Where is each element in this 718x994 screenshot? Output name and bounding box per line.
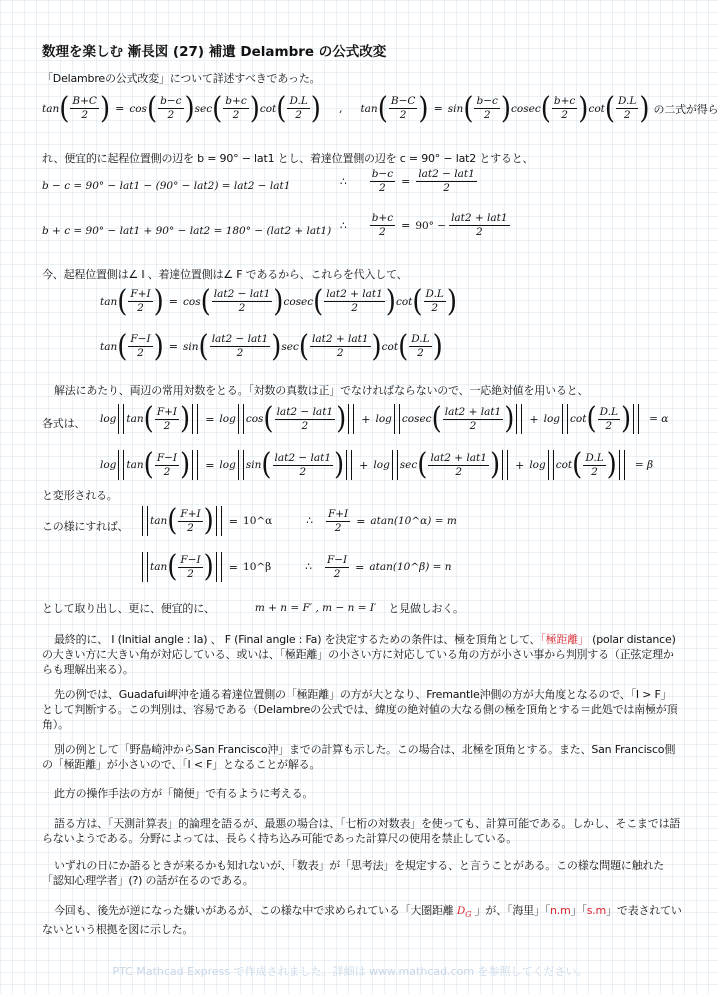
each-label: 各式は、 xyxy=(42,417,86,430)
ten-alpha: 10^α xyxy=(243,515,273,527)
angles-text: 今、起程位置側は∠ I 、着達位置側は∠ F であるから、これらを代入して、 xyxy=(42,268,408,281)
frac-num: b−c xyxy=(371,168,394,180)
cos-label: cos xyxy=(129,102,147,115)
ninety-minus: 90° − xyxy=(415,219,447,232)
cot-label: cot xyxy=(395,295,413,308)
frac-den: 2 xyxy=(351,302,358,314)
frac-num: F+I xyxy=(180,507,201,520)
extract-text: として取り出し、更に、便宜的に、 xyxy=(42,602,215,615)
frac-den: 2 xyxy=(187,521,194,534)
log-label: log xyxy=(219,459,236,471)
frac-num: b+c xyxy=(371,212,394,224)
frac-den: 2 xyxy=(399,109,407,121)
nm-unit: n.m xyxy=(550,904,571,917)
frac-den: 2 xyxy=(483,109,491,121)
frac-den: 2 xyxy=(333,567,341,580)
tan-label: tan xyxy=(100,295,118,308)
sin-label: sin xyxy=(245,459,262,471)
formula-tail: の二式が得ら xyxy=(653,102,718,116)
last-part2: 」が、「海里」「 xyxy=(471,904,551,917)
frac-num: lat2 − lat1 xyxy=(213,288,271,300)
frac-num: D.L xyxy=(425,288,444,300)
mn-definition: m + n = F′ , m − n = I′ xyxy=(254,602,377,614)
final-part2: (polar distance) の大きい方に大きい角が対応している、或いは、「極距離」の小さい方に対応している角の方が小さい事から判別する（正弦定理からも理解出来る）。 xyxy=(42,633,676,676)
frac-num: lat2 + lat1 xyxy=(451,212,508,224)
final-paragraph xyxy=(42,632,682,677)
frac-den: 2 xyxy=(295,109,302,121)
sec-label: sec xyxy=(194,102,213,115)
cosec-label: cosec xyxy=(511,102,541,115)
eq-tan-f-plus-i: tan ( $\frac{F+I}{2}$ ) = cos ( $\frac{\text{lat2 − lat1}}{2}$ ) cosec ( $\frac{\text{lat2 + lat1}}{2}$ ) cot ( $\frac{D.L}{2}$ ) xyxy=(100,284,458,319)
frac-num: D.L xyxy=(618,95,637,107)
frac-num: b−c xyxy=(476,95,498,107)
therefore-sign: ∴ xyxy=(305,561,312,573)
cos-label: cos xyxy=(183,295,201,308)
eq-atan-alpha: tan ( $\frac{F+I}{2}$ ) = 10^α ∴ $\frac{F+I}{2}$ = atan(10^α) = m xyxy=(140,506,457,536)
frac-den: 2 xyxy=(163,419,171,432)
log-label: log xyxy=(529,459,546,471)
frac-num: F−I xyxy=(326,553,348,566)
frac-den: 2 xyxy=(455,465,463,478)
cos-label: cos xyxy=(245,413,264,425)
log-text: 解法にあたり、両辺の常用対数をとる。「対数の真数は正」でなければならないので、一応絶対値を用いると、 xyxy=(54,384,589,397)
sec-label: sec xyxy=(399,459,418,471)
frac-den: 2 xyxy=(469,419,477,432)
sec-label: sec xyxy=(281,340,299,353)
frac-num: lat2 − lat1 xyxy=(211,333,269,345)
frac-num: lat2 − lat1 xyxy=(276,405,334,418)
eq-b-plus-c: b + c = 90° − lat1 + 90° − lat2 = 180° − (lat2 + lat1) xyxy=(42,225,332,237)
frac-den: 2 xyxy=(591,465,598,478)
eq-b-plus-c-result: ∴ $\frac{b+c}{2}$ = 90° − $\frac{\text{lat2 + lat1}}{2}$ xyxy=(340,212,508,238)
frac-num: B+C xyxy=(72,95,97,107)
frac-num: F−I xyxy=(180,553,201,566)
eq-atan-beta: tan ( $\frac{F-I}{2}$ ) = 10^β ∴ $\frac{F-I}{2}$ = atan(10^β) = n xyxy=(140,552,452,582)
frac-num: F−I xyxy=(156,451,178,464)
frac-den: 2 xyxy=(334,521,342,534)
therefore-sign: ∴ xyxy=(306,515,313,527)
frac-den: 2 xyxy=(299,465,307,478)
frac-num: D.L xyxy=(599,405,618,418)
log-label: log xyxy=(219,413,236,425)
therefore-sign: ∴ xyxy=(340,219,347,232)
frac-num: D.L xyxy=(411,333,430,345)
frac-den: 2 xyxy=(236,347,244,359)
frac-den: 2 xyxy=(561,109,568,121)
frac-num: b−c xyxy=(160,95,182,107)
frac-den: 2 xyxy=(137,302,144,314)
frac-num: B−C xyxy=(390,95,416,107)
intro-text: 「Delambreの公式改変」について詳述すべきであった。 xyxy=(42,72,321,85)
example2-paragraph: 別の例として「野島崎沖からSan Francisco沖」までの計算も示した。この場合は、北極を頂角とする。また、San Francisco側の「極距離」が小さいので、「I < F」となることが解る。 xyxy=(42,743,676,771)
substitution-text: れ、便宜的に起程位置側の辺を b = 90° − lat1 とし、着達位置側の辺を c = 90° − lat2 とすると、 xyxy=(42,152,534,165)
cot-label: cot xyxy=(259,102,277,115)
frac-num: lat2 + lat1 xyxy=(430,451,487,464)
frac-den: 2 xyxy=(301,419,309,432)
cot-label: cot xyxy=(555,459,573,471)
frac-num: lat2 + lat1 xyxy=(312,333,369,345)
log-label: log xyxy=(375,413,392,425)
frac-den: 2 xyxy=(431,302,439,314)
frac-den: 2 xyxy=(336,347,344,359)
frac-den: 2 xyxy=(379,182,386,194)
frac-den: 2 xyxy=(623,109,631,121)
tan-label: tan xyxy=(100,340,118,353)
alpha-result: = α xyxy=(649,413,669,425)
comma: , xyxy=(338,102,343,115)
frac-num: lat2 + lat1 xyxy=(444,405,502,418)
ten-beta: 10^β xyxy=(243,561,272,573)
cosec-label: cosec xyxy=(401,413,432,425)
frac-num: F+I xyxy=(327,507,349,520)
cot-label: cot xyxy=(381,340,399,353)
frac-den: 2 xyxy=(379,226,386,238)
polar-distance-highlight: 「極距離」 xyxy=(540,633,589,646)
sm-unit: s.m xyxy=(586,904,607,917)
final-part1: 最終的に、 I (Initial angle : Ia) 、 F (Final angle : Fa) を決定するための条件は、極を頂角として、 xyxy=(54,633,541,646)
frac-den: 2 xyxy=(163,465,171,478)
frac-den: 2 xyxy=(605,419,613,432)
last-paragraph xyxy=(42,903,682,937)
transformed-text: と変形される。 xyxy=(42,489,118,502)
tan-label: tan xyxy=(42,102,60,115)
frac-den: 2 xyxy=(417,347,424,359)
frac-den: 2 xyxy=(187,567,194,580)
frac-den: 2 xyxy=(443,182,450,194)
log-label: log xyxy=(373,459,390,471)
log-label: log xyxy=(100,413,117,425)
last-part3: 」「 xyxy=(570,904,587,917)
last-part1: 今回も、後先が逆になった嫌いがあるが、この様な中で求められている「大圏距離 xyxy=(54,904,457,917)
cognitive-paragraph: いずれの日にか語るときが来るかも知れないが、「数表」が「思考法」を規定する、と言うことがある。この様な問題に触れた「認知心理学者」(?) の話が在るのである。 xyxy=(42,859,665,887)
frac-num: lat2 − lat1 xyxy=(418,168,475,180)
delambre-formula-1: tan ( $\frac{B+C}{2}$ ) = cos ( $\frac{b-c}{2}$ ) sec ( $\frac{b+c}{2}$ ) cot ( $\frac{D.L}{2}$ ) , tan ( $\frac{B-C}{2}$ ) = sin ( $\frac{b-c}{2}$ ) cosec ( $\frac{b+c}{2}$ ) cot ( $\frac{D.L}{2}$ ) の二式が得ら xyxy=(42,91,718,126)
frac-den: 2 xyxy=(232,109,240,121)
log-label: log xyxy=(100,459,117,471)
frac-den: 2 xyxy=(167,109,175,121)
frac-num: lat2 − lat1 xyxy=(274,451,332,464)
frac-num: F+I xyxy=(156,405,178,418)
last-part4: 」で表されていないという根拠を図に示した。 xyxy=(42,904,682,937)
eq-b-minus-c: b − c = 90° − lat1 − (90° − lat2) = lat2 − lat1 xyxy=(42,180,291,192)
this-label: この様にすれば、 xyxy=(42,520,129,533)
cosec-label: cosec xyxy=(283,295,314,308)
example1-paragraph: 先の例では、Guadafui岬沖を通る着達位置側の「極距離」の方が大となり、Fremantle沖側の方が大角度となるので、「I > F」として判断する。この判別は、容易である（Delambreの公式では、緯度の絶対値の大なる側の極を頂角とする＝此処では南極が頂角）。 xyxy=(42,688,678,731)
log-label: log xyxy=(543,413,561,425)
extract-line xyxy=(42,600,464,616)
frac-num: lat2 + lat1 xyxy=(326,288,383,300)
frac-num: D.L xyxy=(585,451,604,464)
method-paragraph: 此方の操作手法の方が「簡便」で有るように考える。 xyxy=(54,787,314,800)
sin-label: sin xyxy=(183,340,199,353)
frac-den: 2 xyxy=(238,302,246,314)
mathcad-footer: PTC Mathcad Express で作成されました。詳細は www.mathcad.com を参照してください。 xyxy=(112,965,588,978)
tan-label: tan xyxy=(126,459,144,471)
frac-num: b+c xyxy=(553,95,576,107)
frac-num: b+c xyxy=(225,95,247,107)
frac-num: F+I xyxy=(130,288,151,300)
cot-label: cot xyxy=(588,102,605,115)
extract-tail: と見做しおく。 xyxy=(388,602,464,615)
eq-log-alpha: log tan ( $\frac{F+I}{2}$ ) = log cos ( $\frac{\text{lat2 − lat1}}{2}$ ) + log cosec ( $\frac{\text{lat2 + lat1}}{2}$ ) + log cot ( $\frac{D.L}{2}$ ) = α xyxy=(100,401,669,437)
frac-den: 2 xyxy=(475,226,483,238)
eq-b-minus-c-result: ∴ $\frac{b-c}{2}$ = $\frac{\text{lat2 − lat1}}{2}$ xyxy=(340,168,475,194)
sin-label: sin xyxy=(447,102,464,115)
eq-log-beta: log tan ( $\frac{F-I}{2}$ ) = log sin ( $\frac{\text{lat2 − lat1}}{2}$ ) + log sec ( $\frac{\text{lat2 + lat1}}{2}$ ) + log cot ( $\frac{D.L}{2}$ ) = β xyxy=(100,447,654,483)
page-title: 数理を楽しむ 漸長図 (27) 補遺 Delambre の公式改変 xyxy=(42,44,387,60)
tan-label: tan xyxy=(150,561,168,573)
frac-num: F−I xyxy=(130,333,151,345)
atan-alpha: atan(10^α) = m xyxy=(370,515,457,527)
beta-result: = β xyxy=(634,459,654,471)
tan-label: tan xyxy=(360,102,378,115)
eq-tan-f-minus-i: tan ( $\frac{F-I}{2}$ ) = sin ( $\frac{\text{lat2 − lat1}}{2}$ ) sec ( $\frac{\text{lat2 + lat1}}{2}$ ) cot ( $\frac{D.L}{2}$ ) xyxy=(100,329,443,364)
tan-label: tan xyxy=(126,413,144,425)
cot-label: cot xyxy=(570,413,587,425)
dg-symbol: D xyxy=(456,905,466,917)
frac-den: 2 xyxy=(137,347,144,359)
therefore-sign: ∴ xyxy=(340,175,347,188)
frac-num: D.L xyxy=(289,95,308,107)
tan-label: tan xyxy=(150,515,168,527)
frac-den: 2 xyxy=(81,109,89,121)
tables-paragraph: 語る方は、「天測計算表」的論理を語るが、最悪の場合は、「七桁の対数表」を使っても、計算可能である。しかし、そこまでは語らないようである。分野によっては、長らく持ち込み可能であった計算尺の使用を禁止している。 xyxy=(42,817,681,845)
dg-subscript: G xyxy=(465,910,472,920)
atan-beta: atan(10^β) = n xyxy=(369,561,452,573)
